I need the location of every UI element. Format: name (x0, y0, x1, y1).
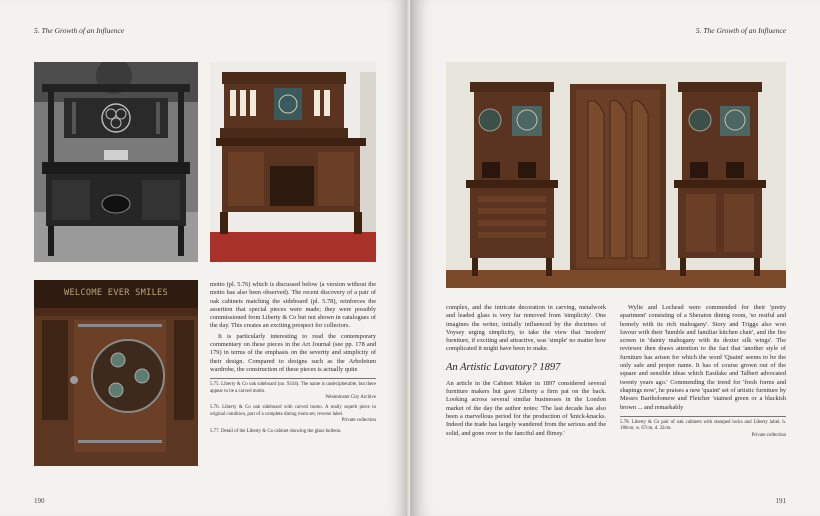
caption (210, 382, 376, 401)
body-paragraph: It is particularly interesting to read the contemporary commentary on these pieces in the Art Journal (see pp. 178 and 179) in terms of the emphasis on the severity and simplicity of their design. Compared to designs such as the Arboletum wardrobe, the construction of these pieces is actually quite (210, 332, 376, 373)
caption-credit: Private collection (751, 432, 786, 438)
caption-text: 5.78. Liberty & Co pair of oak cabinets with stamped locks and Liberty label. h. 186cm, w. 67cm, d. 32cm. (620, 419, 786, 432)
caption-text: 5.76. Liberty & Co oak sideboard with carved motto. A really superb piece in original condition, part of a complete dining room set, reverse label. (210, 405, 376, 417)
sideboard-photo-bw (34, 62, 198, 262)
carved-motto: WELCOME EVER SMILES (63, 288, 168, 298)
caption (620, 420, 786, 439)
sideboard-photo-colour (210, 62, 376, 262)
running-head: 5. The Growth of an Influence (695, 26, 786, 35)
left-body-column (210, 281, 376, 439)
page-number: 190 (34, 497, 45, 505)
cabinet-detail-photo (34, 280, 198, 466)
cabinets-pair-photo (446, 62, 786, 288)
caption-rule (620, 416, 786, 417)
section-subheading: An Artistic Lavatory? 1897 (446, 361, 561, 373)
running-head: 5. The Growth of an Influence (34, 26, 125, 35)
page-number: 191 (775, 497, 786, 505)
right-page (410, 0, 820, 516)
body-paragraph: motto (pl. 5.76) which is discussed below (a version without the motto has also been observed). The recent discovery of a pair of oak cabinets matching the sideboard (pl. 5.78), reinforces the assertion that special pieces were made; they were possibly commissioned from Liberty & Co but not shown in catalogues of the day. This creates an exciting prospect for collectors. (210, 281, 376, 330)
body-paragraph: An article in the Cabinet Maker in 1897 considered several furniture makers but gave Liberty a firm pat on the back. Looking across several similar businesses in the London market of the day the author notes: 'The last decade has also been a marvellous period for the production of 'knick-knacks. Indeed the trade has largely wandered from the serious and the solid, and gone over to the fanciful and flimsy.' (446, 379, 606, 437)
body-paragraph: Wylie and Lochead were commended for their 'pretty apartment' consisting of a Sheraton dining room, 'so restful and homely with its rich mahogany'. Story and Triggs also won favour with their 'humble and familiar kitchen chair', and the fire screen in 'dainty mahogany with its dexter silk wings'. The reviewer then draws attention to the fact that 'another style of furniture has arisen for which the word 'Quaint' seems to be the only safe and proper name. It has of course grown out of the square and sensible ideas which Eastlake and Talbert advocated twenty years ago.' Commending the trend for 'fresh forms and shapings now', he praises a new 'quaint' set of artistic furniture by Messrs Bartholomew and Fletcher 'stained green or a blackish brown ... and remarkably (620, 304, 786, 411)
body-paragraph: complex, and the intricate decoration in carving, metalwork and leaded glass is very far removed from 'simplicity'. One imagines the writer, initially influenced by the doctrines of Voysey urging simplicity, to take the view that 'modern' furniture, if exciting and attractive, was 'simple' no matter how complicated it might have been to make. (446, 304, 606, 353)
caption-credit: Private collection (341, 418, 376, 424)
right-body-column-1 (446, 304, 606, 440)
caption (210, 429, 376, 435)
right-body-column-2 (620, 304, 786, 443)
caption-rule (210, 378, 376, 379)
caption (210, 405, 376, 424)
caption-credit: Westminster City Archive (325, 395, 376, 401)
caption-text: 5.77. Detail of the Liberty & Co cabinet showing the glass bulleon. (210, 428, 342, 434)
caption-text: 5.75. Liberty & Co oak sideboard (no. 9334). The name is undecipherable, but there appear to be a carved motto. (210, 382, 376, 394)
